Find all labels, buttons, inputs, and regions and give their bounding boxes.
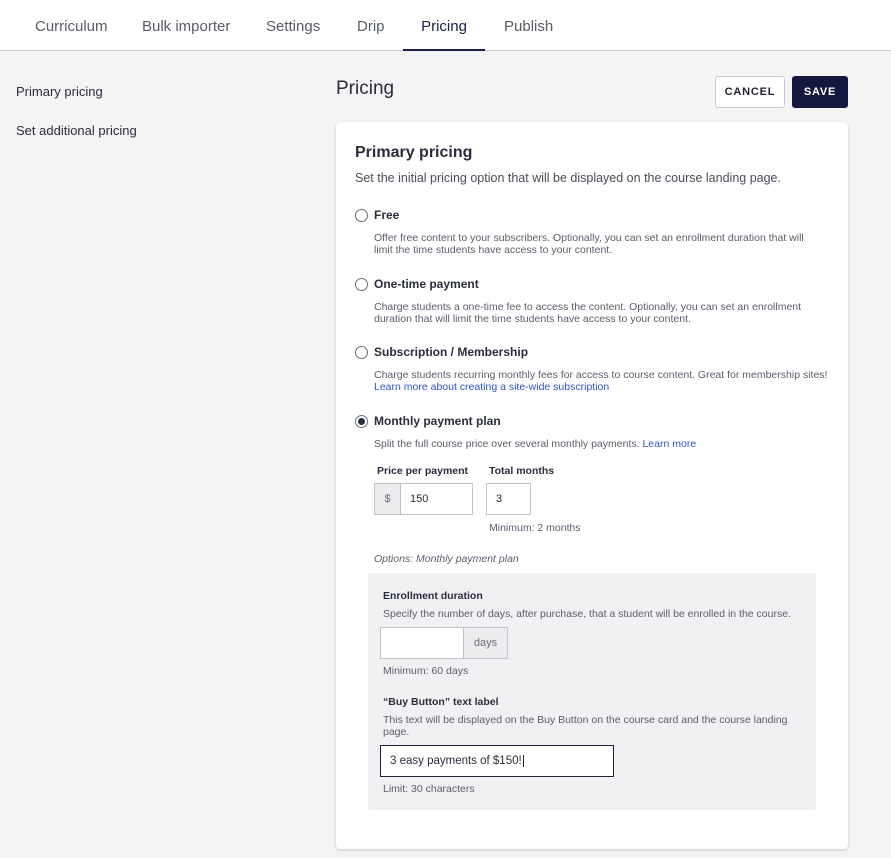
option-monthly-plan-label[interactable]: Monthly payment plan [374, 414, 501, 428]
save-button[interactable]: SAVE [792, 76, 848, 108]
primary-pricing-card [336, 122, 848, 849]
enrollment-duration-label: Enrollment duration [383, 590, 483, 602]
price-per-payment-input[interactable]: 150 [400, 483, 473, 515]
enrollment-duration-desc: Specify the number of days, after purchase, that a student will be enrolled in the course. [383, 608, 791, 620]
option-one-time-label[interactable]: One-time payment [374, 277, 479, 291]
total-months-input[interactable]: 3 [486, 483, 531, 515]
buy-button-text-input[interactable] [380, 745, 614, 777]
tab-drip[interactable]: Drip [357, 18, 385, 35]
tab-bulk-importer[interactable]: Bulk importer [142, 18, 231, 35]
tab-pricing[interactable]: Pricing [403, 0, 485, 51]
option-free-label[interactable]: Free [374, 208, 400, 222]
option-free-desc: Offer free content to your subscribers. Optionally, you can set an enrollment duration that will limit the time students have access to your content. [374, 232, 804, 256]
card-title: Primary pricing [355, 144, 473, 161]
payment-plan-options-panel [368, 573, 816, 810]
learn-more-link[interactable]: Learn more [642, 438, 697, 450]
radio-one-time-payment[interactable] [355, 278, 368, 291]
currency-addon: $ [374, 483, 401, 515]
buy-button-text-value: 3 easy payments of $150! [390, 755, 522, 767]
tab-publish[interactable]: Publish [504, 18, 554, 35]
card-subtitle: Set the initial pricing option that will be displayed on the course landing page. [355, 171, 781, 185]
sidebar-item-primary-pricing[interactable]: Primary pricing [16, 84, 103, 99]
tab-curriculum[interactable]: Curriculum [35, 18, 108, 35]
option-one-time-desc: Charge students a one-time fee to access the content. Optionally, you can set an enrollment duration that will limit the time students have access to your content. [374, 301, 802, 325]
total-months-hint: Minimum: 2 months [489, 522, 581, 534]
days-addon: days [463, 627, 508, 659]
options-section-title: Options: Monthly payment plan [374, 553, 519, 565]
enrollment-duration-hint: Minimum: 60 days [383, 665, 469, 677]
monthly-plan-desc-text: Split the full course price over several monthly payments. [374, 438, 640, 450]
radio-monthly-payment-plan[interactable] [355, 415, 368, 428]
buy-button-hint: Limit: 30 characters [383, 783, 475, 795]
option-subscription-desc: Charge students recurring monthly fees for access to course content. Great for membership sites! [374, 369, 828, 381]
site-wide-subscription-link[interactable]: Learn more about creating a site-wide subscription [374, 381, 610, 393]
text-cursor [523, 755, 524, 767]
course-tabs-nav [0, 0, 891, 51]
cancel-button[interactable]: CANCEL [715, 76, 785, 108]
page-title: Pricing [336, 78, 395, 99]
radio-subscription[interactable] [355, 346, 368, 359]
option-subscription-label[interactable]: Subscription / Membership [374, 345, 529, 359]
sidebar-item-additional-pricing[interactable]: Set additional pricing [16, 123, 137, 138]
tab-settings[interactable]: Settings [266, 18, 321, 35]
total-months-label: Total months [489, 465, 555, 477]
radio-free[interactable] [355, 209, 368, 222]
buy-button-label: “Buy Button” text label [383, 696, 499, 708]
option-monthly-plan-desc [374, 438, 696, 450]
enrollment-duration-input[interactable] [380, 627, 464, 659]
price-per-payment-label: Price per payment [377, 465, 469, 477]
buy-button-desc: This text will be displayed on the Buy Button on the course card and the course landing page. [383, 714, 788, 738]
